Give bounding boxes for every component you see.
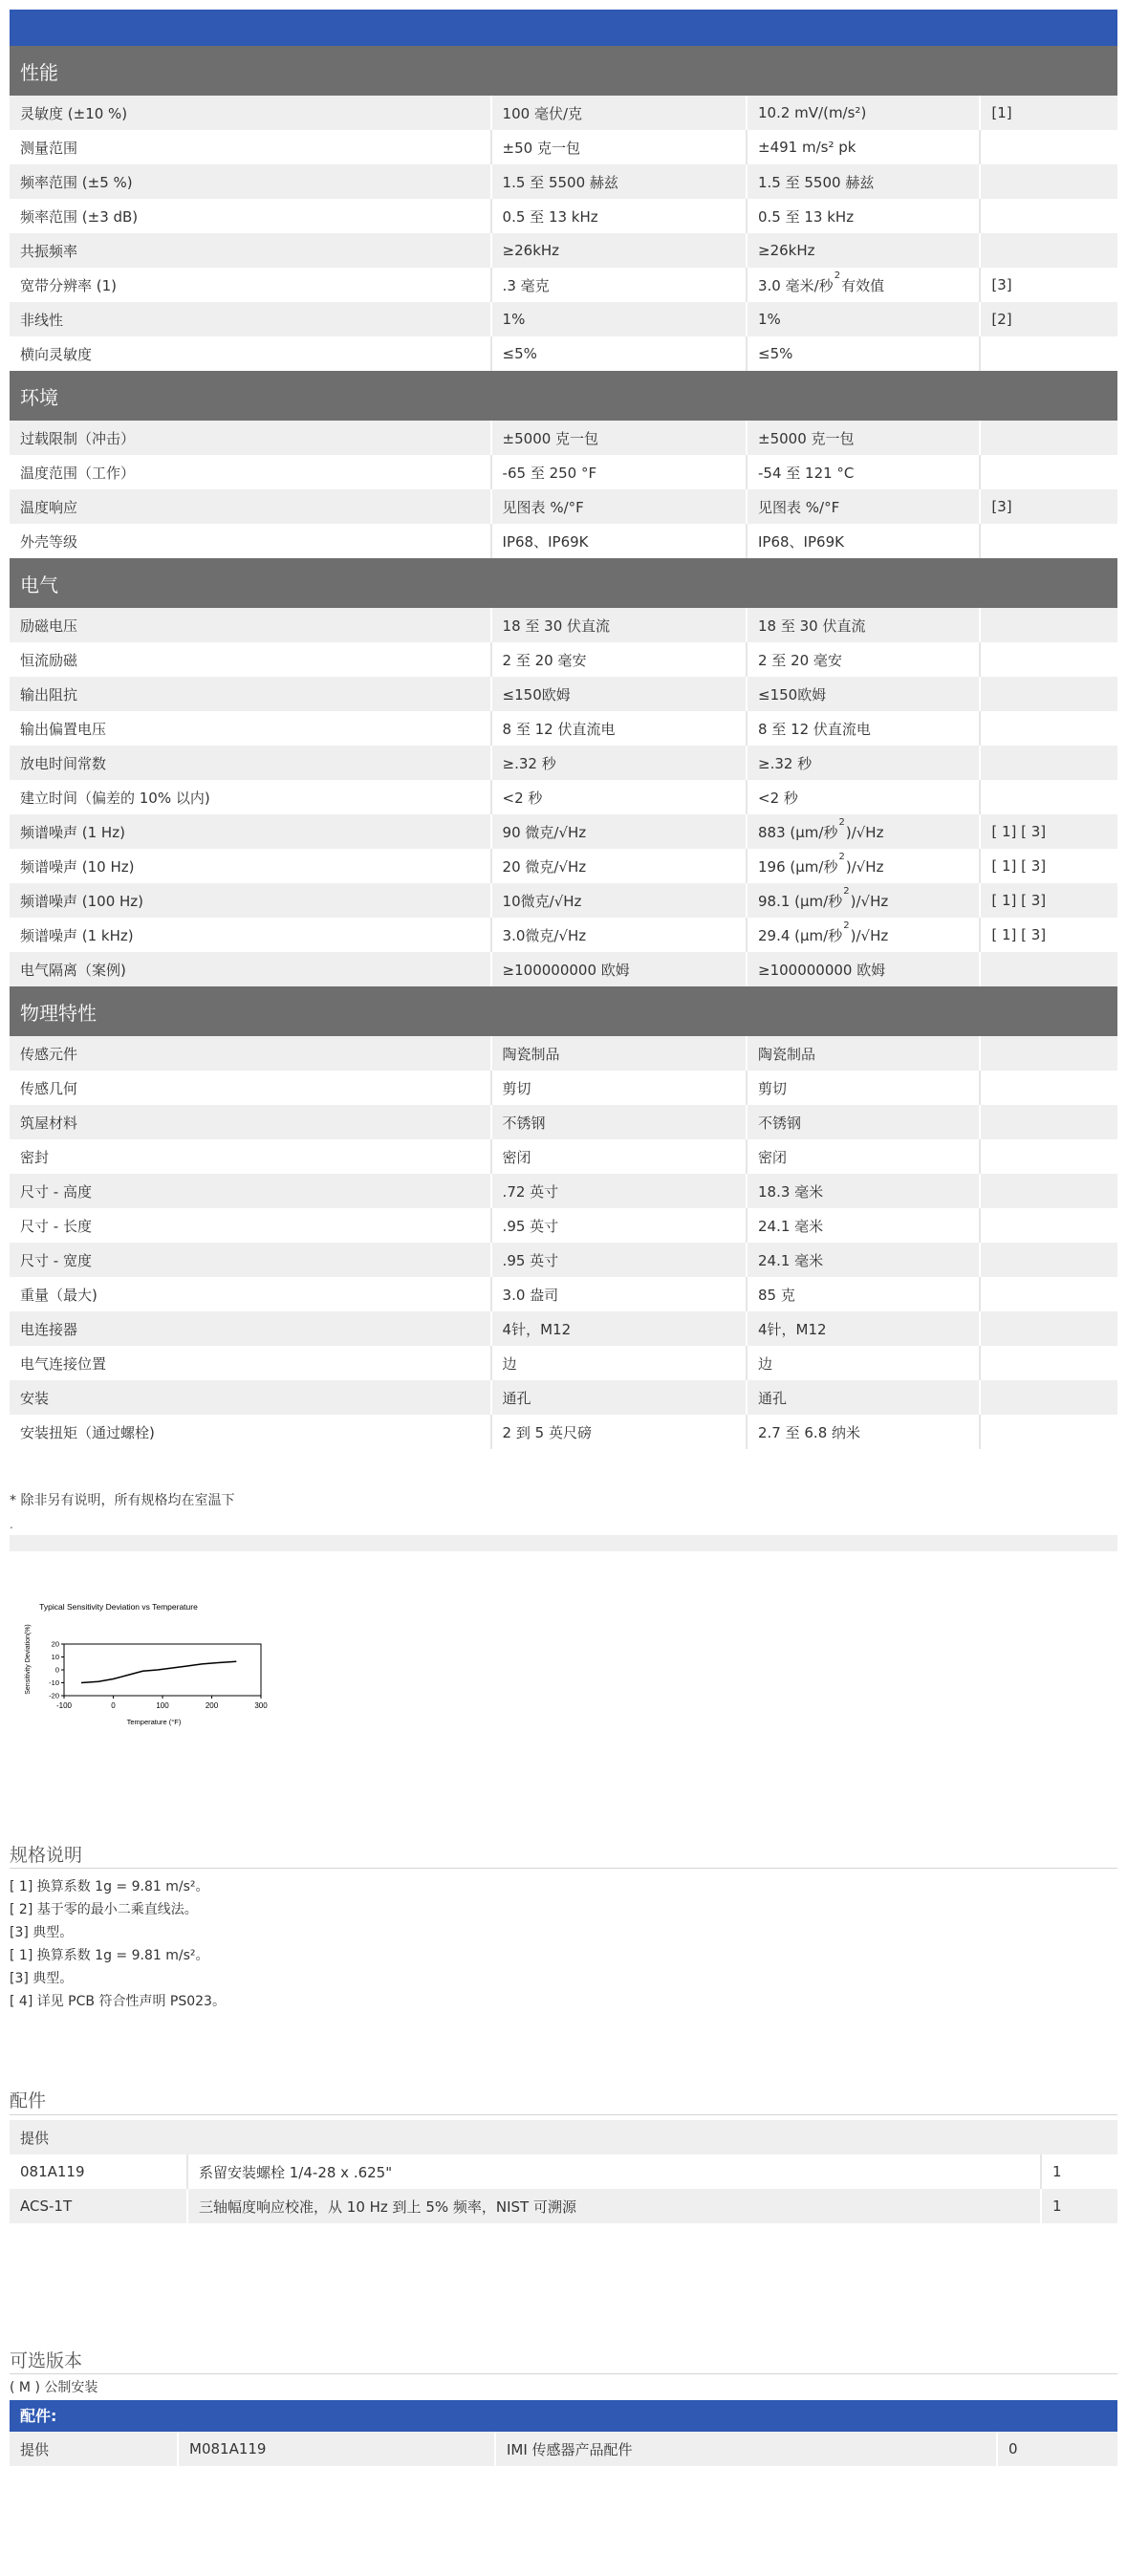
spec-value-imperial: 90 微克/√Hz (491, 814, 747, 849)
spec-row (10, 199, 1117, 233)
spec-value-si: ≤150欧姆 (747, 677, 980, 711)
chart-y-tick-label: 20 (51, 1639, 59, 1649)
spec-row (10, 642, 1117, 677)
spec-label: 输出偏置电压 (10, 711, 491, 746)
superscript-exponent: 2 (838, 851, 845, 862)
spec-value-si: 不锈钢 (747, 1105, 980, 1139)
spec-label: 尺寸 - 宽度 (10, 1243, 491, 1277)
spec-value-imperial: .95 英寸 (491, 1208, 747, 1243)
spec-reference (980, 642, 1117, 677)
optional-accessories-table (10, 2432, 1117, 2466)
spec-row (10, 1208, 1117, 1243)
spec-row (10, 1346, 1117, 1380)
spec-label: 恒流励磁 (10, 642, 491, 677)
superscript-exponent: 2 (838, 816, 845, 828)
spec-value-si: 密闭 (747, 1139, 980, 1174)
optional-group-label: 提供 (10, 2432, 178, 2466)
spec-value-si: IP68、IP69K (747, 524, 980, 558)
spec-value-imperial: 100 毫伏/克 (491, 96, 747, 130)
spec-value-si (747, 268, 980, 302)
spec-reference: [ 1] [ 3] (980, 849, 1117, 883)
spec-reference: [1] (980, 96, 1117, 130)
spec-reference (980, 677, 1117, 711)
spec-value-si: 24.1 毫米 (747, 1243, 980, 1277)
spec-row (10, 96, 1117, 130)
accessory-description: 三轴幅度响应校准，从 10 Hz 到上 5% 频率，NIST 可溯源 (187, 2189, 1041, 2223)
spec-label: 励磁电压 (10, 608, 491, 642)
spec-value-imperial: 18 至 30 伏直流 (491, 608, 747, 642)
spec-reference (980, 1380, 1117, 1415)
spec-value-imperial: 不锈钢 (491, 1105, 747, 1139)
spec-label: 放电时间常数 (10, 746, 491, 780)
spec-label: 重量（最大) (10, 1277, 491, 1311)
chart-x-axis-label: Temperature (°F) (126, 1718, 182, 1726)
spec-reference (980, 1139, 1117, 1174)
spec-value-si: 85 克 (747, 1277, 980, 1311)
spec-value-imperial: 边 (491, 1346, 747, 1380)
spec-label: 传感元件 (10, 1036, 491, 1071)
spec-label: 频谱噪声 (10 Hz) (10, 849, 491, 883)
spec-reference (980, 1277, 1117, 1311)
spec-reference (980, 130, 1117, 164)
spec-row (10, 336, 1117, 371)
accessory-row (10, 2189, 1117, 2223)
spec-value-si: 18.3 毫米 (747, 1174, 980, 1208)
spec-value-si: 1% (747, 302, 980, 336)
spec-label: 频率范围 (±3 dB) (10, 199, 491, 233)
spec-value-imperial: 20 微克/√Hz (491, 849, 747, 883)
spec-value-si: ±491 m/s² pk (747, 130, 980, 164)
spec-reference (980, 1071, 1117, 1105)
spec-value-si-unit: )/√Hz (845, 823, 884, 841)
accessories-group-row (10, 2120, 1117, 2154)
spec-value-imperial: 3.0微克/√Hz (491, 918, 747, 952)
section-title: 环境 (10, 371, 1117, 421)
spec-row (10, 1277, 1117, 1311)
spec-row (10, 918, 1117, 952)
spec-reference: [3] (980, 268, 1117, 302)
spec-row (10, 1105, 1117, 1139)
spec-label: 电气隔离（案例) (10, 952, 491, 986)
footnote-item: [3] 典型。 (10, 1971, 74, 1986)
optional-accessory-quantity: 0 (997, 2432, 1117, 2466)
spec-value-imperial: 3.0 盎司 (491, 1277, 747, 1311)
spec-reference (980, 746, 1117, 780)
specifications-table (10, 46, 1117, 1449)
spec-reference (980, 1311, 1117, 1346)
spec-value-imperial: 见图表 %/°F (491, 489, 747, 524)
spec-row (10, 455, 1117, 489)
room-temperature-note: * 除非另有说明，所有规格均在室温下 (10, 1493, 235, 1508)
spec-reference (980, 1208, 1117, 1243)
spec-row (10, 421, 1117, 455)
top-blue-bar (10, 10, 1117, 46)
spec-reference (980, 711, 1117, 746)
spec-value-imperial: .3 毫克 (491, 268, 747, 302)
spec-row (10, 1415, 1117, 1449)
spec-value-imperial: 4针，M12 (491, 1311, 747, 1346)
spec-value-si (747, 849, 980, 883)
spec-value-si: ±5000 克一包 (747, 421, 980, 455)
spec-value-imperial: 1% (491, 302, 747, 336)
spec-value-si: 2.7 至 6.8 纳米 (747, 1415, 980, 1449)
specs-notes-heading: 规格说明 (10, 1845, 83, 1866)
spec-value-imperial: 8 至 12 伏直流电 (491, 711, 747, 746)
temperature-response-chart (15, 1602, 273, 1726)
spec-label: 外壳等级 (10, 524, 491, 558)
optional-accessory-row (10, 2432, 1117, 2466)
spec-value-si (747, 883, 980, 918)
spec-reference: [ 1] [ 3] (980, 918, 1117, 952)
spec-value-imperial: .72 英寸 (491, 1174, 747, 1208)
spec-value-si-unit: )/√Hz (845, 857, 884, 876)
footnote-item: [3] 典型。 (10, 1925, 74, 1940)
spec-label: 输出阻抗 (10, 677, 491, 711)
spec-value-imperial: ≥.32 秒 (491, 746, 747, 780)
spec-row (10, 1071, 1117, 1105)
spec-value-si-unit: 有效值 (841, 276, 885, 294)
spec-row (10, 952, 1117, 986)
spec-value-si: ≤5% (747, 336, 980, 371)
spec-row (10, 489, 1117, 524)
spec-row (10, 711, 1117, 746)
chart-x-tick-label: 100 (156, 1701, 169, 1710)
metric-mount-note: ( M ) 公制安装 (10, 2380, 98, 2395)
accessories-rule (10, 2114, 1117, 2115)
section-header-row (10, 371, 1117, 421)
spec-value-imperial: ≤5% (491, 336, 747, 371)
spec-value-si: 0.5 至 13 kHz (747, 199, 980, 233)
optional-versions-rule (10, 2373, 1117, 2374)
accessory-quantity: 1 (1041, 2189, 1117, 2223)
spec-label: 过载限制（冲击） (10, 421, 491, 455)
chart-y-tick-label: 0 (54, 1665, 59, 1675)
chart-y-tick-label: -20 (49, 1691, 59, 1700)
spec-label: 频谱噪声 (100 Hz) (10, 883, 491, 918)
spec-reference (980, 233, 1117, 268)
spec-value-si (747, 814, 980, 849)
chart-y-axis-label: Sensitivity Deviation(%) (25, 1624, 32, 1695)
spec-reference (980, 164, 1117, 199)
spec-row (10, 164, 1117, 199)
section-header-row (10, 986, 1117, 1036)
spec-value-imperial: ≥100000000 欧姆 (491, 952, 747, 986)
spec-reference (980, 1036, 1117, 1071)
section-header-row (10, 46, 1117, 96)
spec-value-si: -54 至 121 °C (747, 455, 980, 489)
spec-value-si-part: 3.0 毫米/秒 (758, 276, 834, 294)
optional-accessories-bar: 配件: (10, 2400, 1117, 2432)
spec-row (10, 814, 1117, 849)
spec-label: 电气连接位置 (10, 1346, 491, 1380)
spec-value-imperial: .95 英寸 (491, 1243, 747, 1277)
spec-reference (980, 455, 1117, 489)
separator-band (10, 1535, 1117, 1551)
spec-reference: [ 1] [ 3] (980, 883, 1117, 918)
specs-notes-rule (10, 1868, 1117, 1869)
footnote-item: [ 1] 换算系数 1g = 9.81 m/s²。 (10, 1879, 209, 1894)
spec-row (10, 130, 1117, 164)
spec-label: 共振频率 (10, 233, 491, 268)
spec-row (10, 849, 1117, 883)
spec-value-si: 4针，M12 (747, 1311, 980, 1346)
spec-label: 电连接器 (10, 1311, 491, 1346)
spec-label: 频谱噪声 (1 Hz) (10, 814, 491, 849)
section-header-row (10, 558, 1117, 608)
spec-label: 横向灵敏度 (10, 336, 491, 371)
spec-value-si-unit: )/√Hz (850, 926, 889, 944)
spec-value-si: 8 至 12 伏直流电 (747, 711, 980, 746)
spec-label: 频率范围 (±5 %) (10, 164, 491, 199)
optional-versions-heading: 可选版本 (10, 2350, 83, 2371)
spec-value-imperial: IP68、IP69K (491, 524, 747, 558)
spec-value-si: 通孔 (747, 1380, 980, 1415)
spec-value-si-unit: )/√Hz (850, 892, 889, 910)
spec-value-si: 2 至 20 毫安 (747, 642, 980, 677)
spec-value-si: 1.5 至 5500 赫兹 (747, 164, 980, 199)
accessories-group-label: 提供 (10, 2120, 1117, 2154)
section-title: 电气 (10, 558, 1117, 608)
spec-label: 非线性 (10, 302, 491, 336)
footnote-item: [ 1] 换算系数 1g = 9.81 m/s²。 (10, 1948, 209, 1963)
spec-label: 密封 (10, 1139, 491, 1174)
accessory-model[interactable]: 081A119 (10, 2154, 187, 2189)
chart-x-tick-label: 200 (205, 1701, 219, 1710)
spec-value-si-part: 29.4 (µm/秒 (758, 926, 843, 944)
spec-value-imperial: ≤150欧姆 (491, 677, 747, 711)
spec-label: 温度响应 (10, 489, 491, 524)
spec-row (10, 1036, 1117, 1071)
footnote-item: [ 4] 详见 PCB 符合性声明 PS023。 (10, 1994, 226, 2009)
spec-reference: [ 1] [ 3] (980, 814, 1117, 849)
footnote-item: [ 2] 基于零的最小二乘直线法。 (10, 1902, 198, 1917)
spec-value-si: 24.1 毫米 (747, 1208, 980, 1243)
spec-value-imperial: 剪切 (491, 1071, 747, 1105)
spec-label: 传感几何 (10, 1071, 491, 1105)
spec-value-imperial: 通孔 (491, 1380, 747, 1415)
spec-row (10, 1311, 1117, 1346)
spec-reference: [3] (980, 489, 1117, 524)
accessory-description: 系留安装螺栓 1/4-28 x .625" (187, 2154, 1041, 2189)
spec-value-si-part: 98.1 (µm/秒 (758, 892, 843, 910)
spec-row (10, 302, 1117, 336)
spec-label: 频谱噪声 (1 kHz) (10, 918, 491, 952)
spec-value-imperial: 密闭 (491, 1139, 747, 1174)
spec-row (10, 608, 1117, 642)
spec-reference (980, 1346, 1117, 1380)
spec-reference (980, 952, 1117, 986)
spec-value-si: 见图表 %/°F (747, 489, 980, 524)
chart-x-tick-label: -100 (55, 1701, 73, 1710)
spec-value-si-part: 883 (µm/秒 (758, 823, 838, 841)
spec-reference (980, 780, 1117, 814)
spec-reference: [2] (980, 302, 1117, 336)
spec-value-imperial: 2 到 5 英尺磅 (491, 1415, 747, 1449)
spec-reference (980, 608, 1117, 642)
chart-title: Typical Sensitivity Deviation vs Temperature (39, 1602, 198, 1612)
spec-value-imperial: 陶瓷制品 (491, 1036, 747, 1071)
note-dot: . (10, 1518, 13, 1531)
spec-reference (980, 1415, 1117, 1449)
optional-accessory-description: IMI 传感器产品配件 (495, 2432, 997, 2466)
spec-row (10, 1243, 1117, 1277)
spec-row (10, 524, 1117, 558)
chart-x-tick-label: 0 (111, 1701, 116, 1710)
spec-value-imperial: ±50 克一包 (491, 130, 747, 164)
spec-value-si: 陶瓷制品 (747, 1036, 980, 1071)
spec-label: 安装扭矩（通过螺栓) (10, 1415, 491, 1449)
spec-value-imperial: -65 至 250 °F (491, 455, 747, 489)
spec-row (10, 233, 1117, 268)
spec-row (10, 1174, 1117, 1208)
spec-value-imperial: 1.5 至 5500 赫兹 (491, 164, 747, 199)
spec-reference (980, 1105, 1117, 1139)
spec-value-imperial: <2 秒 (491, 780, 747, 814)
spec-value-imperial: 0.5 至 13 kHz (491, 199, 747, 233)
accessories-table (10, 2120, 1117, 2223)
spec-value-si: 18 至 30 伏直流 (747, 608, 980, 642)
accessory-row (10, 2154, 1117, 2189)
spec-reference (980, 336, 1117, 371)
optional-accessory-model[interactable]: M081A119 (178, 2432, 495, 2466)
spec-label: 建立时间（偏差的 10% 以内) (10, 780, 491, 814)
spec-value-si: ≥26kHz (747, 233, 980, 268)
spec-value-si: ≥.32 秒 (747, 746, 980, 780)
spec-reference (980, 421, 1117, 455)
spec-label: 测量范围 (10, 130, 491, 164)
spec-label: 安装 (10, 1380, 491, 1415)
spec-row (10, 1139, 1117, 1174)
superscript-exponent: 2 (843, 920, 850, 931)
spec-value-si: <2 秒 (747, 780, 980, 814)
spec-value-si: ≥100000000 欧姆 (747, 952, 980, 986)
spec-value-si: 剪切 (747, 1071, 980, 1105)
chart-series-line (81, 1661, 236, 1682)
spec-value-si-part: 196 (µm/秒 (758, 857, 838, 876)
spec-value-si: 10.2 mV/(m/s²) (747, 96, 980, 130)
spec-row (10, 780, 1117, 814)
superscript-exponent: 2 (843, 885, 850, 897)
spec-label: 筑屋材料 (10, 1105, 491, 1139)
chart-y-tick-label: 10 (51, 1653, 59, 1661)
spec-value-si: 边 (747, 1346, 980, 1380)
spec-value-imperial: ±5000 克一包 (491, 421, 747, 455)
spec-row (10, 1380, 1117, 1415)
spec-reference (980, 1174, 1117, 1208)
spec-value-imperial: ≥26kHz (491, 233, 747, 268)
section-title: 物理特性 (10, 986, 1117, 1036)
spec-row (10, 268, 1117, 302)
spec-row (10, 677, 1117, 711)
spec-value-imperial: 10微克/√Hz (491, 883, 747, 918)
spec-row (10, 883, 1117, 918)
spec-reference (980, 1243, 1117, 1277)
chart-x-tick-label: 300 (254, 1701, 268, 1710)
spec-reference (980, 199, 1117, 233)
chart-y-tick-label: -10 (49, 1678, 59, 1687)
spec-value-si (747, 918, 980, 952)
spec-label: 尺寸 - 高度 (10, 1174, 491, 1208)
spec-row (10, 746, 1117, 780)
section-title: 性能 (10, 46, 1117, 96)
spec-label: 尺寸 - 长度 (10, 1208, 491, 1243)
spec-label: 灵敏度 (±10 %) (10, 96, 491, 130)
spec-label: 温度范围（工作） (10, 455, 491, 489)
spec-label: 宽带分辨率 (1) (10, 268, 491, 302)
spec-value-imperial: 2 至 20 毫安 (491, 642, 747, 677)
superscript-exponent: 2 (834, 270, 841, 281)
spec-reference (980, 524, 1117, 558)
accessories-heading: 配件 (10, 2090, 47, 2111)
accessory-quantity: 1 (1041, 2154, 1117, 2189)
accessory-model[interactable]: ACS-1T (10, 2189, 187, 2223)
